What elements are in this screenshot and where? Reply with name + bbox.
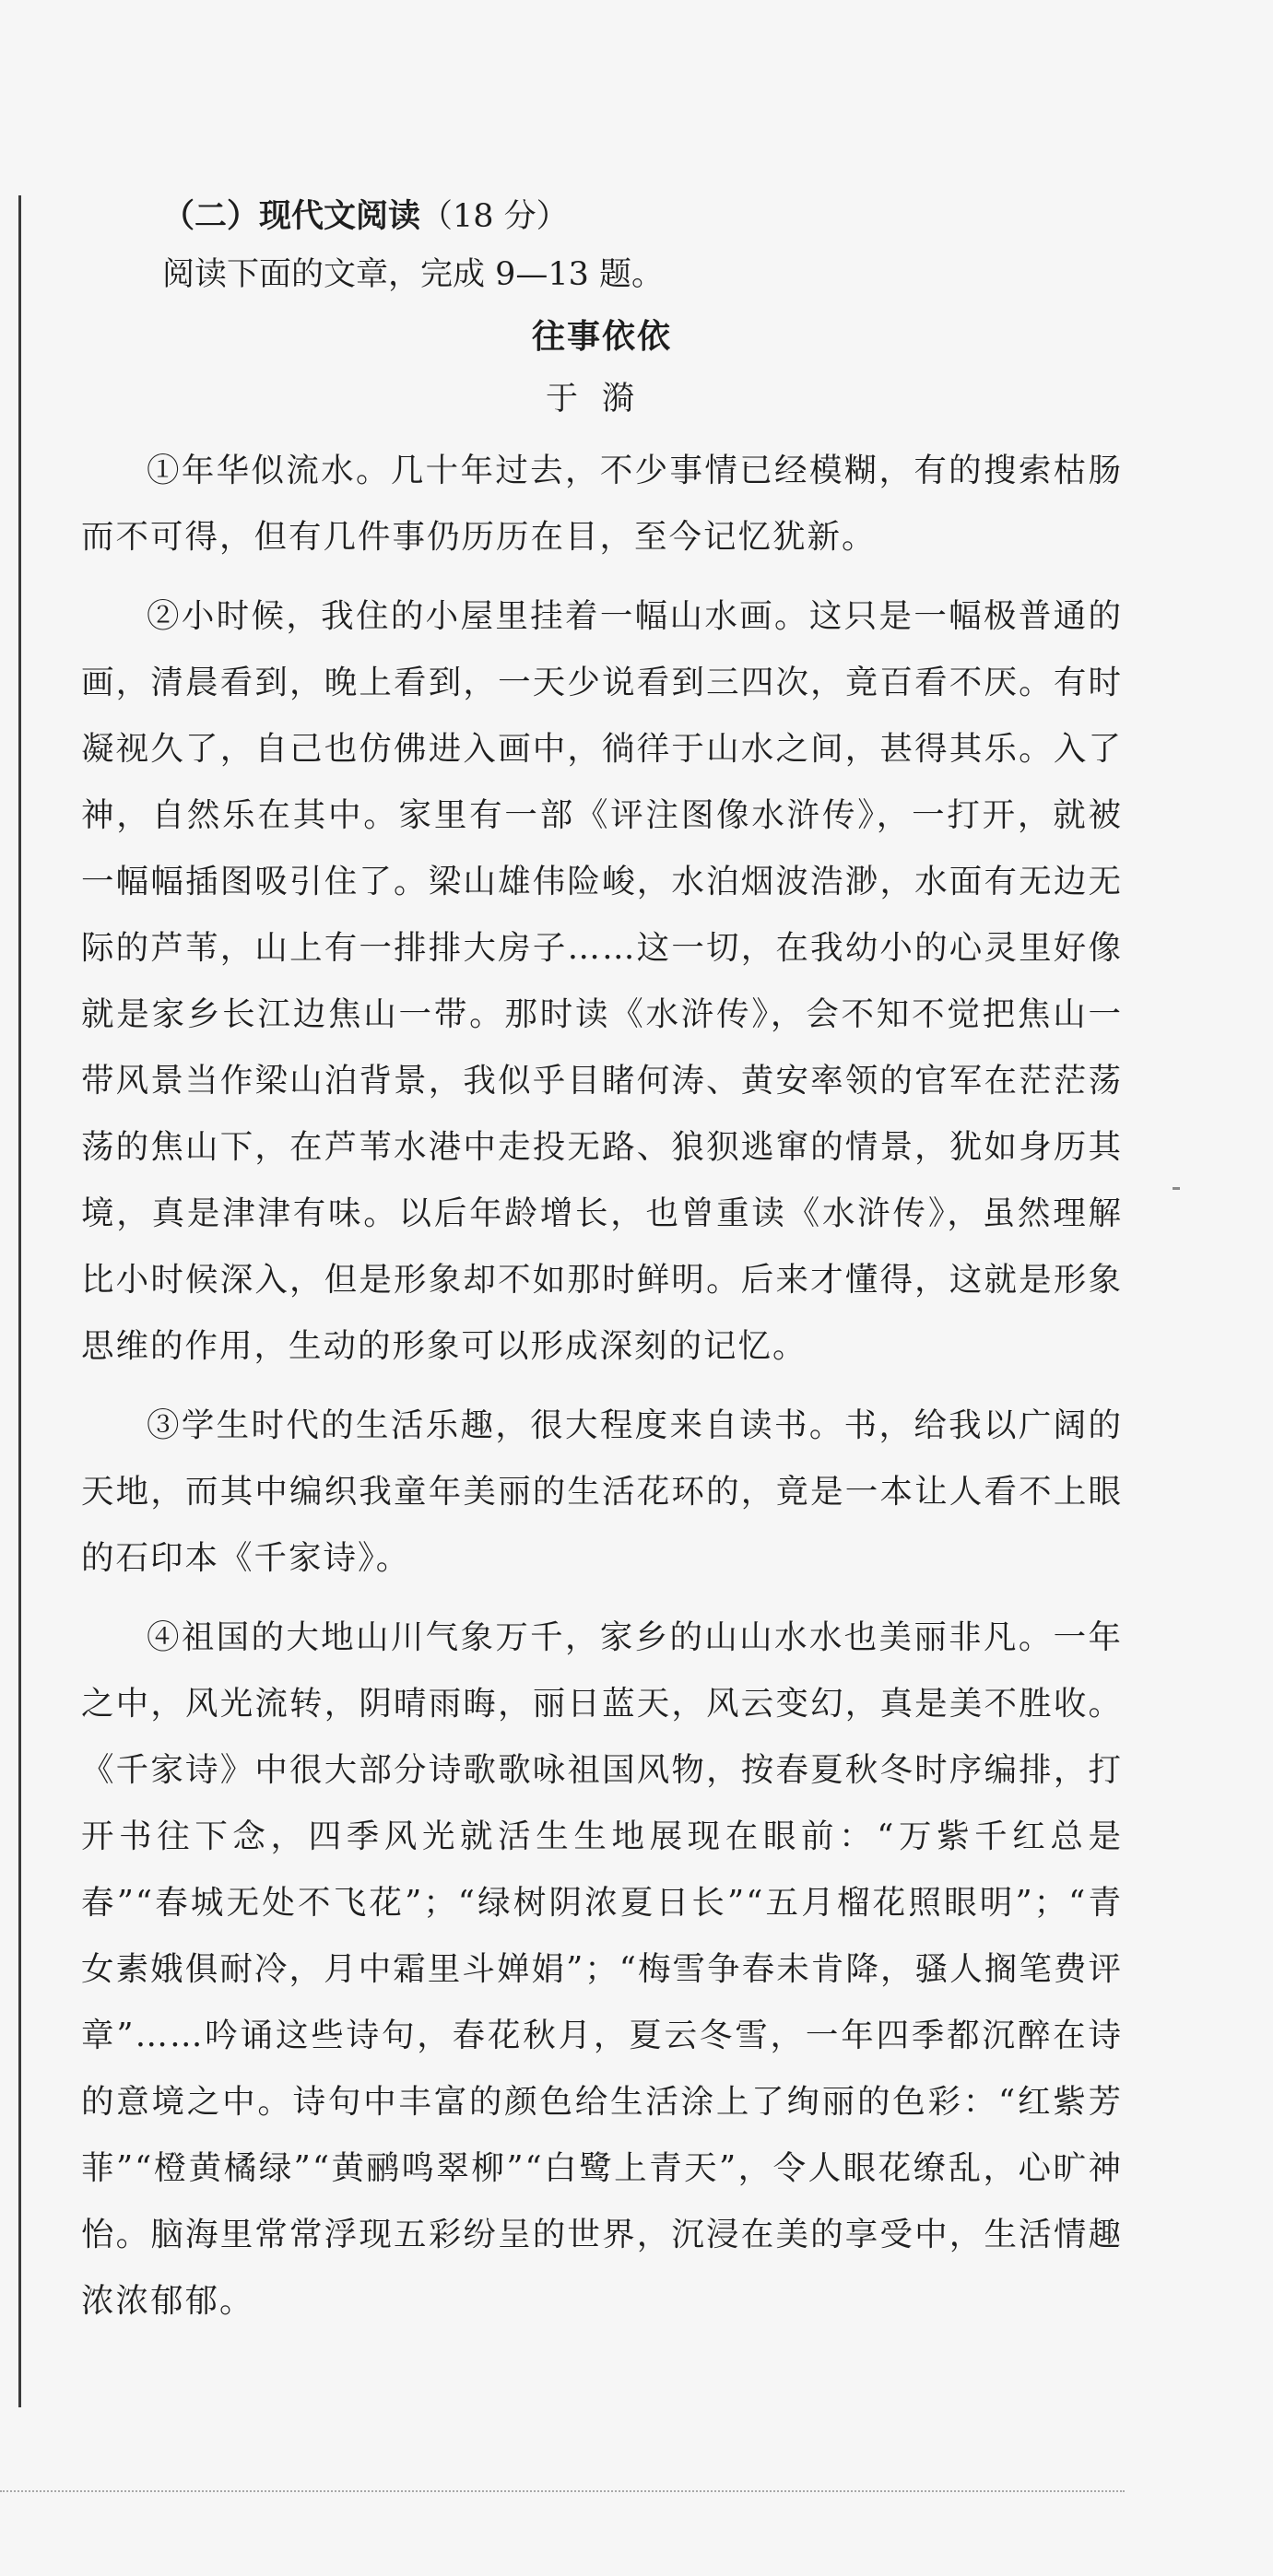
- section-points: （18 分）: [420, 198, 569, 235]
- bottom-dotted-divider: [0, 2490, 1125, 2492]
- section-heading-line: [81, 189, 1123, 244]
- paragraph-4: ④祖国的大地山川气象万千，家乡的山山水水也美丽非凡。一年之中，风光流转，阴晴雨晦，丽日蓝天，风云变幻，真是美不胜收。《千家诗》中很大部分诗歌歌咏祖国风物，按春夏秋冬时序编排，打开书往下念，四季风光就活生生地展现在眼前：“万紫千红总是春”“春城无处不飞花”；“绿树阴浓夏日长”“五月榴花照眼明”；“青女素娥俱耐冷，月中霜里斗婵娟”；“梅雪争春未肯降，骚人搁笔费评章”……吟诵这些诗句，春花秋月，夏云冬雪，一年四季都沉醉在诗的意境之中。诗句中丰富的颜色给生活涂上了绚丽的色彩：“红紫芳菲”“橙黄橘绿”“黄鹂鸣翠柳”“白鹭上青天”，令人眼花缭乱，心旷神怡。脑海里常常浮现五彩纷呈的世界，沉浸在美的享受中，生活情趣浓浓郁郁。: [81, 1618, 1123, 2320]
- paragraph-3: ③学生时代的生活乐趣，很大程度来自读书。书，给我以广阔的天地，而其中编织我童年美丽的生活花环的，竟是一本让人看不上眼的石印本《千家诗》。: [81, 1406, 1123, 1577]
- margin-mark: [1173, 1187, 1180, 1190]
- reading-section: [81, 189, 1123, 2347]
- left-margin-rule: [18, 195, 21, 2407]
- paragraph-2: ②小时候，我住的小屋里挂着一幅山水画。这只是一幅极普通的画，清晨看到，晚上看到，一天少说看到三四次，竟百看不厌。有时凝视久了，自己也仿佛进入画中，徜徉于山水之间，甚得其乐。入了神，自然乐在其中。家里有一部《评注图像水浒传》，一打开，就被一幅幅插图吸引住了。梁山雄伟险峻，水泊烟波浩渺，水面有无边无际的芦苇，山上有一排排大房子……这一切，在我幼小的心灵里好像就是家乡长江边焦山一带。那时读《水浒传》，会不知不觉把焦山一带风景当作梁山泊背景，我似乎目睹何涛、黄安率领的官军在茫茫荡荡的焦山下，在芦苇水港中走投无路、狼狈逃窜的情景，犹如身历其境，真是津津有味。以后年龄增长，也曾重读《水浒传》，虽然理解比小时候深入，但是形象却不如那时鲜明。后来才懂得，这就是形象思维的作用，生动的形象可以形成深刻的记忆。: [81, 597, 1123, 1365]
- section-instruction: 阅读下面的文章，完成 9—13 题。: [162, 256, 665, 293]
- article-title: 往事依依: [531, 318, 672, 356]
- paragraph-1: ①年华似流水。几十年过去，不少事情已经模糊，有的搜索枯肠而不可得，但有几件事仍历历在目，至今记忆犹新。: [81, 452, 1123, 556]
- section-heading: （二）现代文阅读: [162, 198, 421, 235]
- article-author: 于漪: [545, 381, 658, 418]
